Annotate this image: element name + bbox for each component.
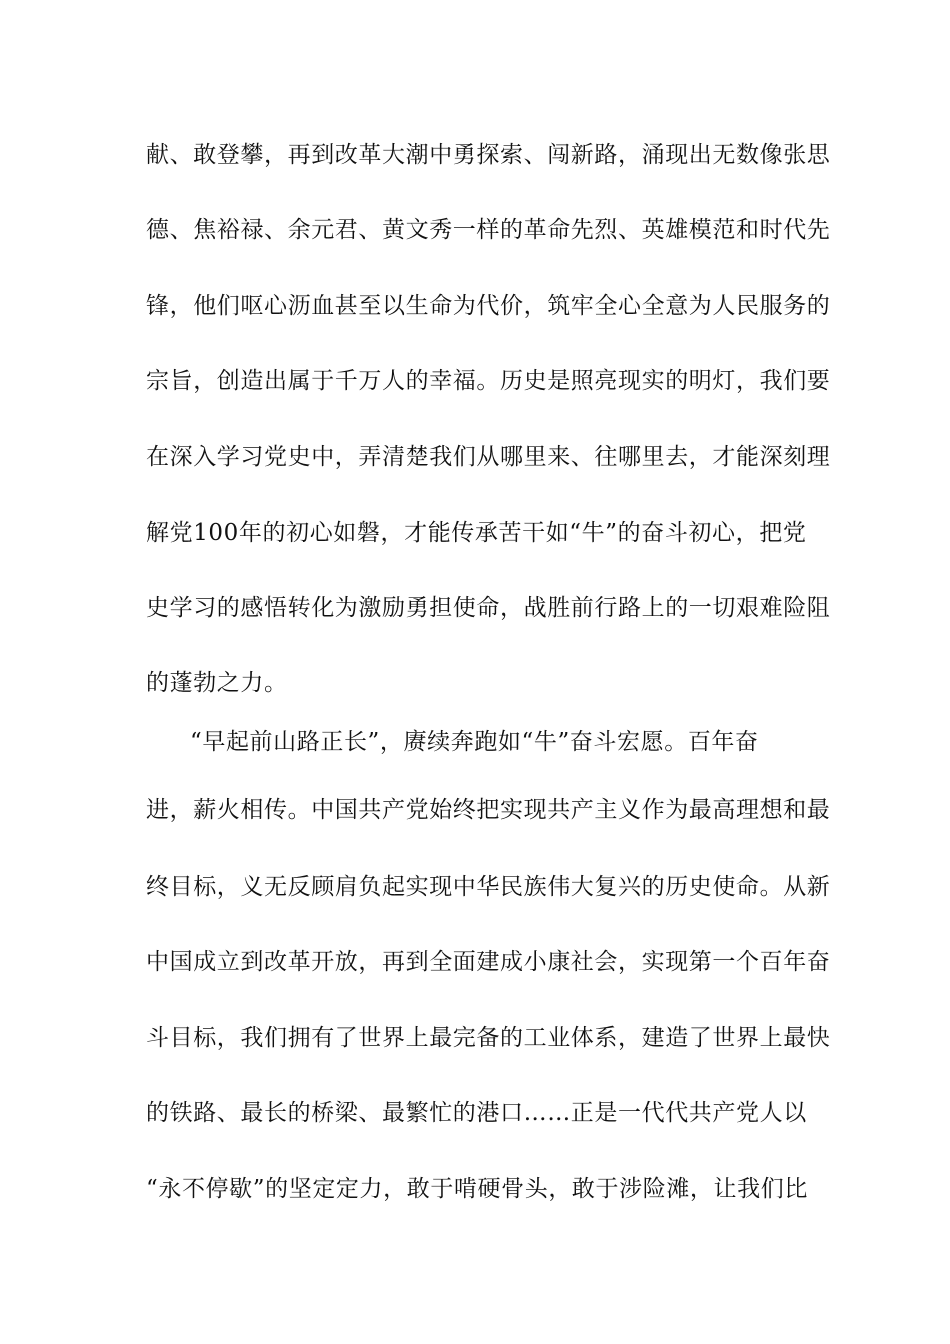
text-line: 史学习的感悟转化为激励勇担使命，战胜前行路上的一切艰难险阻 bbox=[146, 595, 831, 621]
paragraph-first-line: “早起前山路正长”，赓续奔跑如“牛”奋斗宏愿。百年奋 bbox=[190, 729, 759, 755]
text-line: 终目标，义无反顾肩负起实现中华民族伟大复兴的历史使命。从新 bbox=[146, 874, 831, 900]
text-line: 斗目标，我们拥有了世界上最完备的工业体系，建造了世界上最快 bbox=[146, 1025, 831, 1051]
text-line: 进，薪火相传。中国共产党始终把实现共产主义作为最高理想和最 bbox=[146, 797, 831, 823]
text-line: 宗旨，创造出属于千万人的幸福。历史是照亮现实的明灯，我们要 bbox=[146, 368, 831, 394]
text-line: 的蓬勃之力。 bbox=[146, 670, 288, 696]
text-line: 的铁路、最长的桥梁、最繁忙的港口……正是一代代共产党人以 bbox=[146, 1100, 807, 1126]
text-line: 中国成立到改革开放，再到全面建成小康社会，实现第一个百年奋 bbox=[146, 949, 831, 975]
text-line: “永不停歇”的坚定定力，敢于啃硬骨头，敢于涉险滩，让我们比 bbox=[146, 1176, 808, 1202]
text-line: 锋，他们呕心沥血甚至以生命为代价，筑牢全心全意为人民服务的 bbox=[146, 293, 831, 319]
text-line: 在深入学习党史中，弄清楚我们从哪里来、往哪里去，才能深刻理 bbox=[146, 444, 831, 470]
text-line: 献、敢登攀，再到改革大潮中勇探索、闯新路，涌现出无数像张思 bbox=[146, 142, 831, 168]
text-line: 解党100年的初心如磐，才能传承苦干如“牛”的奋斗初心，把党 bbox=[146, 520, 807, 546]
text-line: 德、焦裕禄、余元君、黄文秀一样的革命先烈、英雄模范和时代先 bbox=[146, 217, 831, 243]
